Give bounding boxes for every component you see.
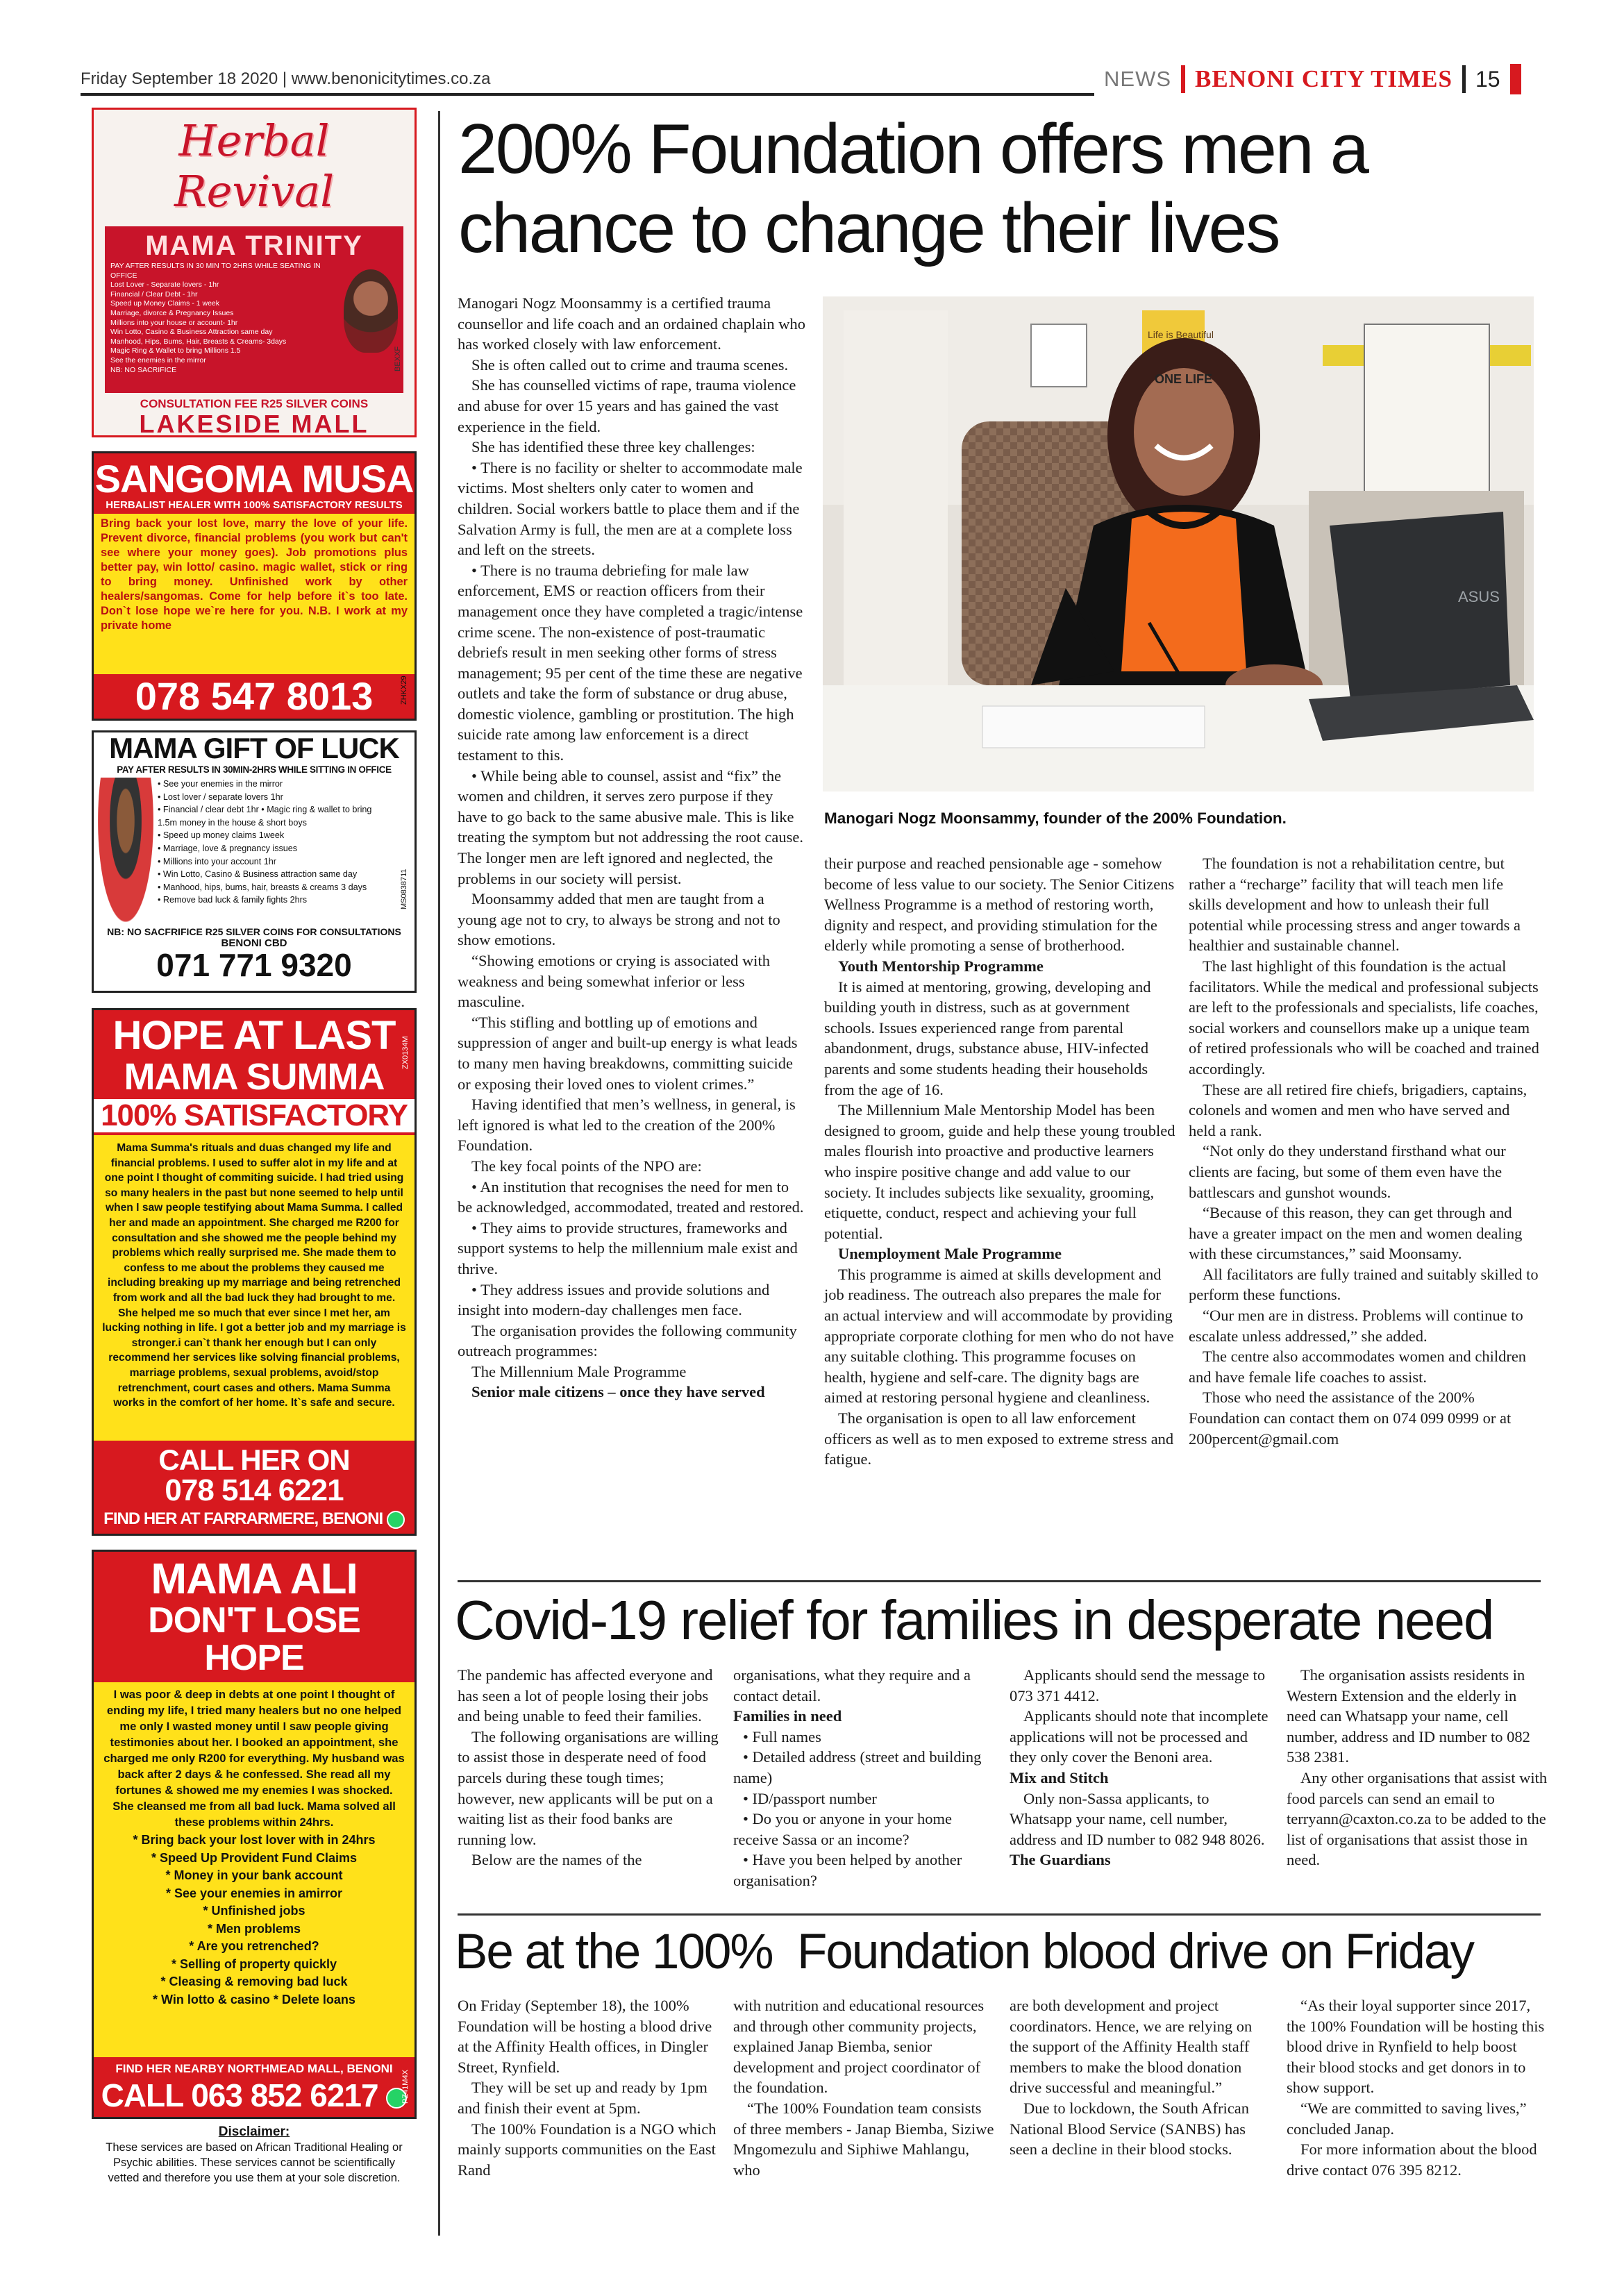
paragraph: organisations, what they require and a contact detail.	[733, 1666, 971, 1704]
ad-list-item: • Manhood, hips, bums, hair, breasts & creams 3 days	[158, 882, 367, 892]
paragraph: The Guardians	[1010, 1851, 1111, 1869]
paragraph: Only non-Sassa applicants, to Whatsapp your name, cell number, address and ID number to 082 948 8026.	[1010, 1789, 1265, 1848]
trinity-name: MAMA TRINITY	[145, 231, 363, 261]
header-masthead	[1104, 64, 1521, 94]
paragraph: “Showing emotions or crying is associated with weakness and being somewhat inferior or less masculine.	[458, 952, 770, 1011]
article2-column-2	[733, 1665, 996, 1891]
paragraph: “Because of this reason, they can get through and have a greater impact on the men and women dealing with these circumstances,” said Moonsamy.	[1189, 1204, 1523, 1263]
disclaimer-title: Disclaimer:	[218, 2125, 290, 2139]
paragraph: “We are committed to saving lives,” concluded Janap.	[1287, 2099, 1527, 2138]
ad-list-item: • Remove bad luck & family fights 2hrs	[158, 895, 308, 905]
paragraph: It is aimed at mentoring, growing, developing and building youth in distress, such as at government schools. Issues experienced range from parental abandonment, drugs, substance abuse, HIV-infected parents and some students heading their households from the age of 16.	[824, 978, 1151, 1098]
paragraph: Families in need	[733, 1707, 842, 1725]
article2-top-rule	[458, 1580, 1541, 1582]
summa-location	[94, 1509, 415, 1530]
paragraph: Applicants should note that incomplete applications will not be processed and they only cover the Benoni area.	[1010, 1707, 1269, 1766]
summa-phone[interactable]: 078 514 6221	[165, 1473, 344, 1507]
article3-headline: Be at the 100% Foundation blood drive on Friday	[455, 1925, 1474, 1979]
luck-services	[153, 778, 371, 922]
ad-list-item: * Selling of property quickly	[171, 1956, 337, 1971]
article1-photo-caption: Manogari Nogz Moonsammy, founder of the 200% Foundation.	[824, 810, 1287, 827]
paragraph: The organisation provides the following community outreach programmes:	[458, 1321, 797, 1360]
ad-list-item: • Speed up money claims 1week	[158, 830, 285, 841]
paragraph: • They address issues and provide solutions and insight into modern-day challenges men face.	[458, 1280, 770, 1319]
ad-list-item: Win Lotto, Casino & Business Attraction same day	[110, 328, 273, 337]
paragraph: For more information about the blood drive contact 076 395 8212.	[1287, 2140, 1537, 2179]
article1-photo	[823, 296, 1534, 791]
article3-column-3	[1010, 1995, 1272, 2160]
article2-column-3	[1010, 1665, 1272, 1870]
ad-list-item: Manhood, Hips, Bums, Hair, Breasts & Creams- 3days	[110, 337, 287, 346]
article2-column-4	[1287, 1665, 1549, 1870]
article3-column-1	[458, 1995, 720, 2180]
paragraph: Below are the names of the	[471, 1851, 642, 1869]
ad-list-item: • See your enemies in the mirror	[158, 779, 283, 789]
header-separator: |	[282, 69, 287, 88]
luck-portrait	[98, 778, 153, 922]
paragraph: She has identified these three key challenges:	[471, 438, 755, 456]
paragraph: “This stifling and bottling up of emotions and suppression of anger and built-up energy is what leads to many men having breakdowns, committing suicide or exposing their loved ones to violent crimes.”	[458, 1013, 798, 1093]
article1-headline-line1: 200% Foundation offers men a	[458, 110, 1368, 188]
paragraph: Youth Mentorship Programme	[838, 957, 1044, 975]
summa-name: MAMA SUMMA	[124, 1056, 385, 1098]
ad-mama-trinity[interactable]	[92, 108, 417, 437]
trinity-fee: CONSULTATION FEE R25 SILVER COINS	[140, 397, 369, 410]
luck-nb: NB: NO SACFRIFICE R25 SILVER COINS FOR CONSULTATIONS	[107, 926, 401, 937]
ad-mama-summa[interactable]	[92, 1008, 417, 1536]
article3-top-rule	[458, 1913, 1541, 1916]
trinity-portrait	[344, 269, 398, 353]
paper-name: BENONI CITY TIMES	[1195, 65, 1453, 92]
paragraph: They will be set up and ready by 1pm and finish their event at 5pm.	[458, 2079, 708, 2117]
paragraph: The centre also accommodates women and children and have female life coaches to assist.	[1189, 1348, 1527, 1386]
paragraph: Unemployment Male Programme	[838, 1245, 1062, 1263]
wall-sign-1: Life is Beautiful	[1148, 329, 1214, 340]
summa-title: HOPE AT LAST	[112, 1013, 396, 1058]
paragraph: On Friday (September 18), the 100% Foundation will be hosting a blood drive at the Affinity Health offices, in Dingler Street, Rynfield.	[458, 1997, 712, 2076]
disclaimer	[97, 2125, 411, 2186]
summa-testimony: Mama Summa's rituals and duas changed my life and financial problems. I used to suffer alot in my life and at one point I thought of commiting suicide. I had tried using so many healers in the past but none seemed to help until when I saw people testifying about Mama Summa. I called her and made an appointment. She charged me R200 for consultation and she showed me the people behind my problems which really surprised me. She made them to confess to me about the problems they caused me including breaking up my marriage and being retrenched from work and all the bad luck they had brought to me. She helped me so much that ever since I met her, am lucking nothing in life. I got a better job and my marriage is stronger.i can`t thank her enough but I can only recommend her services like solving financial problems, marriage problems, sexual problems, avoid/stop retrenchment, court cases and others. Mama Summa works in the comfort of her home. It`s safe and secure.	[102, 1142, 406, 1409]
paragraph: • There is no facility or shelter to accommodate male victims. Most shelters only cater to women and children. Social workers battle to place them and if the Salvation Army is full, the men are at a complete loss and left on the streets.	[458, 458, 803, 559]
ad-list-item: * Are you retrenched?	[189, 1939, 319, 1953]
paragraph: • Full names	[743, 1727, 821, 1745]
ad-mama-gift-of-luck[interactable]	[92, 730, 417, 993]
ali-name: MAMA ALI	[151, 1555, 358, 1603]
paragraph: are both development and project coordinators. Hence, we are relying on the support of the Affinity Health staff members to make the blood donation drive successful and meaningful.”	[1010, 1997, 1253, 2097]
paragraph: This programme is aimed at skills development and job readiness. The outreach also prepares the male for an actual interview and will accommodate by providing appropriate corporate clothing for men who do not have any suitable clothing. This programme focuses on health, hygiene and self-care. The dignity bags are aimed at restoring personal hygiene and cleanliness.	[824, 1265, 1174, 1407]
wall-sign-2: ONE LIFE	[1155, 372, 1213, 386]
luck-name: MAMA GIFT OF LUCK	[109, 732, 399, 764]
ali-services	[94, 1832, 415, 2009]
laptop-logo: ASUS	[1458, 588, 1500, 605]
paragraph: The organisation assists residents in Western Extension and the elderly in need can Whatsapp your name, cell number, address and ID number to 082 538 2381.	[1287, 1666, 1530, 1766]
article1-headline-line2: chance to change their lives	[458, 190, 1280, 267]
ad-code-4: ZX0134M	[401, 1036, 410, 1069]
paragraph: “Our men are in distress. Problems will continue to escalate unless addressed,” she added.	[1189, 1307, 1523, 1345]
trinity-panel	[105, 226, 403, 393]
ad-list-item: * Cleasing & removing bad luck	[160, 1975, 348, 1988]
luck-location: BENONI CBD	[221, 937, 287, 949]
paragraph: The pandemic has affected everyone and has seen a lot of people losing their jobs and being unable to feed their families.	[458, 1666, 713, 1725]
paragraph: • Have you been helped by another organisation?	[733, 1851, 962, 1889]
ad-code-2: ZHKX29	[400, 676, 408, 705]
paragraph: The Millennium Male Mentorship Model has been designed to groom, guide and help these young troubled males flourish into proactive and productive learners who inspire positive change and add value to our society. It includes subjects like sexuality, grooming, etiquette, conduct, respect and achieving your full potential.	[824, 1101, 1175, 1242]
paragraph: All facilitators are fully trained and suitably skilled to perform these functions.	[1189, 1265, 1539, 1304]
masthead-divider	[1462, 65, 1466, 93]
ad-mama-ali[interactable]	[92, 1550, 417, 2119]
ad-list-item: 1.5m money in the house & short boys	[158, 817, 307, 828]
ad-list-item: • Financial / clear debt 1hr • Magic ring & wallet to bring	[158, 805, 372, 815]
article3-column-2	[733, 1995, 996, 2180]
paragraph: The last highlight of this foundation is the actual facilitators. While the medical and professional subjects are left to the professionals and specialists, life coaches, social workers and counsellors make up a unique team of retired professionals who will be coached and trained accordingly.	[1189, 957, 1539, 1078]
moonsammy-photo-svg	[823, 296, 1534, 791]
ali-tagline: DON'T LOSE HOPE	[148, 1600, 360, 1678]
ad-list-item: Millions into your house or account- 1hr	[110, 318, 238, 327]
ad-list-item: * Money in your bank account	[165, 1868, 343, 1882]
ad-list-item: * Unfinished jobs	[203, 1904, 305, 1918]
masthead-bar	[1181, 65, 1185, 93]
paragraph: • There is no trauma debriefing for male law enforcement, EMS or reaction officers from their management once they have completed a tragic/intense crime scene. The non-existence of post-traumatic debriefs result in men seeking other forms of stress management; 95 per cent of the time these are negative outlets and take the form of substance or drug abuse, domestic violence, gambling or prostitution. The high suicide rate among law enforcement is a direct testament to this.	[458, 561, 803, 764]
musa-name: SANGOMA MUSA	[94, 457, 414, 501]
ad-list-item: Lost Lover - Separate lovers - 1hr	[110, 280, 219, 290]
article1-column-3	[1189, 853, 1540, 1449]
section-label: NEWS	[1104, 67, 1171, 91]
summa-location-text: FIND HER AT FARRARMERE, BENONI	[103, 1509, 383, 1528]
paragraph: • Do you or anyone in your home receive Sassa or an income?	[733, 1810, 952, 1848]
ad-list-item: NB: NO SACRIFICE	[110, 365, 177, 374]
luck-tagline: PAY AFTER RESULTS IN 30MIN-2HRS WHILE SITTING IN OFFICE	[117, 764, 392, 775]
ad-list-item: • Win Lotto, Casino & Business attraction same day	[158, 869, 358, 880]
paragraph: She has counselled victims of rape, trauma violence and abuse for over 15 years and has gained the vast experience in the field.	[458, 376, 796, 435]
article3-column-4	[1287, 1995, 1549, 2180]
ad-list-item: • Millions into your account 1hr	[158, 856, 277, 866]
paragraph: “The 100% Foundation team consists of three members - Janap Biemba, Siziwe Mngomezulu and Siphiwe Mahlangu, who	[733, 2099, 994, 2179]
paragraph: “As their loyal supporter since 2017, the 100% Foundation will be hosting this blood drive in Rynfield to help boost their blood stocks and get donors in to show support.	[1287, 1997, 1545, 2097]
article1-headline	[458, 110, 1541, 268]
paragraph: their purpose and reached pensionable age - somehow become of less value to our society. The Senior Citizens Wellness Programme is a method of restoring worth, dignity and respect, and providing stimulation for the elderly while promoting a sense of brotherhood.	[824, 855, 1175, 955]
trinity-services	[110, 262, 346, 375]
paragraph: The foundation is not a rehabilitation centre, but rather a “recharge” facility that will teach men life skills development and how to unleash their full potential while processing stress and anger towards a healthier and sustainable channel.	[1189, 855, 1521, 955]
paragraph: Applicants should send the message to 073 371 4412.	[1010, 1666, 1266, 1704]
paragraph: Senior male citizens – once they have served	[471, 1383, 765, 1401]
paragraph: The following organisations are willing to assist those in desperate need of food parcels during these tough times; however, new applicants will be put on a waiting list as their food banks are running low.	[458, 1727, 719, 1848]
ad-list-item: PAY AFTER RESULTS IN 30 MIN TO 2HRS WHILE SEATING IN OFFICE	[110, 262, 321, 280]
ad-list-item: Marriage, divorce & Pregnancy Issues	[110, 308, 234, 317]
luck-phone[interactable]: 071 771 9320	[156, 947, 352, 983]
article2-column-1	[458, 1665, 720, 1870]
paragraph: Those who need the assistance of the 200% Foundation can contact them on 074 099 0999 or at 200percent@gmail.com	[1189, 1389, 1512, 1448]
ali-call[interactable]	[94, 2078, 415, 2113]
paragraph: Any other organisations that assist with food parcels can send an email to terryann@caxton.co.za to be added to the list of organisations that assist those in need.	[1287, 1768, 1548, 1869]
article2-headline: Covid-19 relief for families in desperate need	[455, 1589, 1493, 1651]
paragraph: Moonsammy added that men are taught from a young age not to cry, to always be strong and not to show emotions.	[458, 890, 780, 949]
ali-phone[interactable]: CALL 063 852 6217	[101, 2077, 378, 2113]
page-number-tab	[1510, 64, 1521, 94]
whatsapp-icon	[387, 1511, 405, 1529]
ad-list-item: Financial / Clear Debt - 1hr	[110, 290, 198, 299]
paragraph: “Not only do they understand firsthand what our clients are facing, but some of them even have the battlescars and gunshot wounds.	[1189, 1142, 1506, 1201]
ad-code-5: PZ41M4X	[401, 2070, 410, 2104]
paragraph: The Millennium Male Programme	[471, 1362, 687, 1380]
paragraph: She is often called out to crime and trauma scenes.	[471, 355, 789, 374]
paragraph: • They aims to provide structures, frameworks and support systems to help the millennium male exist and thrive.	[458, 1218, 798, 1277]
ad-list-item: * Bring back your lost lover with in 24hrs	[133, 1833, 376, 1847]
ad-list-item: See the enemies in the mirror	[110, 355, 206, 364]
ad-list-item: • Lost lover / separate lovers 1hr	[158, 791, 283, 802]
paragraph: These are all retired fire chiefs, brigadiers, captains, colonels and women and men who have served and held a rank.	[1189, 1080, 1527, 1139]
paragraph: • An institution that recognises the need for men to be acknowledged, accommodated, treated and restored.	[458, 1178, 804, 1216]
header-website[interactable]: www.benonicitytimes.co.za	[291, 69, 491, 88]
musa-body: Bring back your lost love, marry the love of your life. Prevent divorce, financial problems (you work but can't see where your money goes). Job promotions plus better pay, win lotto/ casino. magic wallet, stick or ring to bring money. Unfinished work by other healers/sangomas. Come for help before it`s too late. Don`t lose hope we`re here for you. N.B. I work at my private home	[101, 517, 408, 632]
header-date: Friday September 18 2020	[81, 69, 278, 88]
paragraph: • ID/passport number	[743, 1789, 877, 1807]
ad-sangoma-musa[interactable]	[92, 451, 417, 721]
article1-column-1	[458, 293, 806, 1402]
ad-list-item: * Men problems	[207, 1921, 301, 1936]
ad-code-3: MS0838711	[400, 869, 408, 910]
ad-list-item: * See your enemies in amirror	[165, 1886, 343, 1900]
disclaimer-body: These services are based on African Traditional Healing or Psychic abilities. These services cannot be scientifically vetted and therefore you use them at your sole discretion.	[106, 2141, 403, 2184]
paragraph: The organisation is open to all law enforcement officers as well as to men exposed to extreme stress and fatigue.	[824, 1409, 1174, 1468]
paragraph: with nutrition and educational resources and through other community projects, explained Janap Biemba, senior development and project coordinator of the foundation.	[733, 1997, 985, 2097]
ad-list-item: Magic Ring & Wallet to bring Millions 1.5	[110, 346, 241, 355]
summa-tagline: 100% SATISFACTORY	[94, 1099, 415, 1132]
trinity-location: LAKESIDE MALL	[139, 410, 369, 437]
ali-location: FIND HER NEARBY NORTHMEAD MALL, BENONI	[115, 2062, 393, 2075]
ali-testimony: I was poor & deep in debts at one point I thought of ending my life, I tried many healers but no one helped me only I wasted money until I saw people giving testimonies about her. I booked an appointment, she charged me only R200 for everything. My husband was back after 2 days & he confessed. She read all my fortunes & showed me my enemies I was shocked. She cleansed me from all bad luck. Mama solved all these problems within 24hrs.	[103, 1688, 405, 1829]
musa-phone[interactable]: 078 547 8013	[94, 674, 415, 719]
sidebar-divider	[438, 111, 440, 2236]
paragraph: The 100% Foundation is a NGO which mainly supports communities on the East Rand	[458, 2120, 717, 2179]
paragraph: Having identified that men’s wellness, in general, is left ignored is what led to the creation of the 200% Foundation.	[458, 1096, 796, 1155]
paragraph: Manogari Nogz Moonsammy is a certified trauma counsellor and life coach and an ordained chaplain who has worked closely with law enforcement.	[458, 294, 806, 353]
paragraph: • While being able to counsel, assist and “fix” the women and children, it serves zero purpose if they have to go back to the same abusive male. This is like treating the symptom but not addressing the root cause. The longer men are left ignored and neglected, the problems in our society will persist.	[458, 766, 804, 887]
ad-list-item: • Marriage, love & pregnancy issues	[158, 843, 298, 853]
ad-list-item: Speed up Money Claims - 1 week	[110, 299, 219, 308]
paragraph: The key focal points of the NPO are:	[471, 1157, 702, 1175]
ad-list-item: * Speed Up Provident Fund Claims	[151, 1850, 358, 1865]
summa-call: CALL HER ON	[158, 1443, 350, 1476]
musa-tagline: HERBALIST HEALER WITH 100% SATISFACTORY RESULTS	[106, 499, 403, 511]
paragraph: Due to lockdown, the South African National Blood Service (SANBS) has seen a decline in their blood stocks.	[1010, 2099, 1249, 2159]
article1-column-2	[824, 853, 1175, 1470]
page-number: 15	[1475, 66, 1500, 92]
header-dateline	[81, 69, 491, 89]
paragraph: • Detailed address (street and building name)	[733, 1748, 982, 1786]
ad-list-item: * Win lotto & casino * Delete loans	[153, 1992, 355, 2006]
paragraph: Mix and Stitch	[1010, 1768, 1109, 1786]
ad-code-1: BEXXF	[394, 346, 402, 371]
header-rule	[81, 93, 1094, 96]
herbal-revival-title: Herbal Revival	[174, 115, 335, 217]
